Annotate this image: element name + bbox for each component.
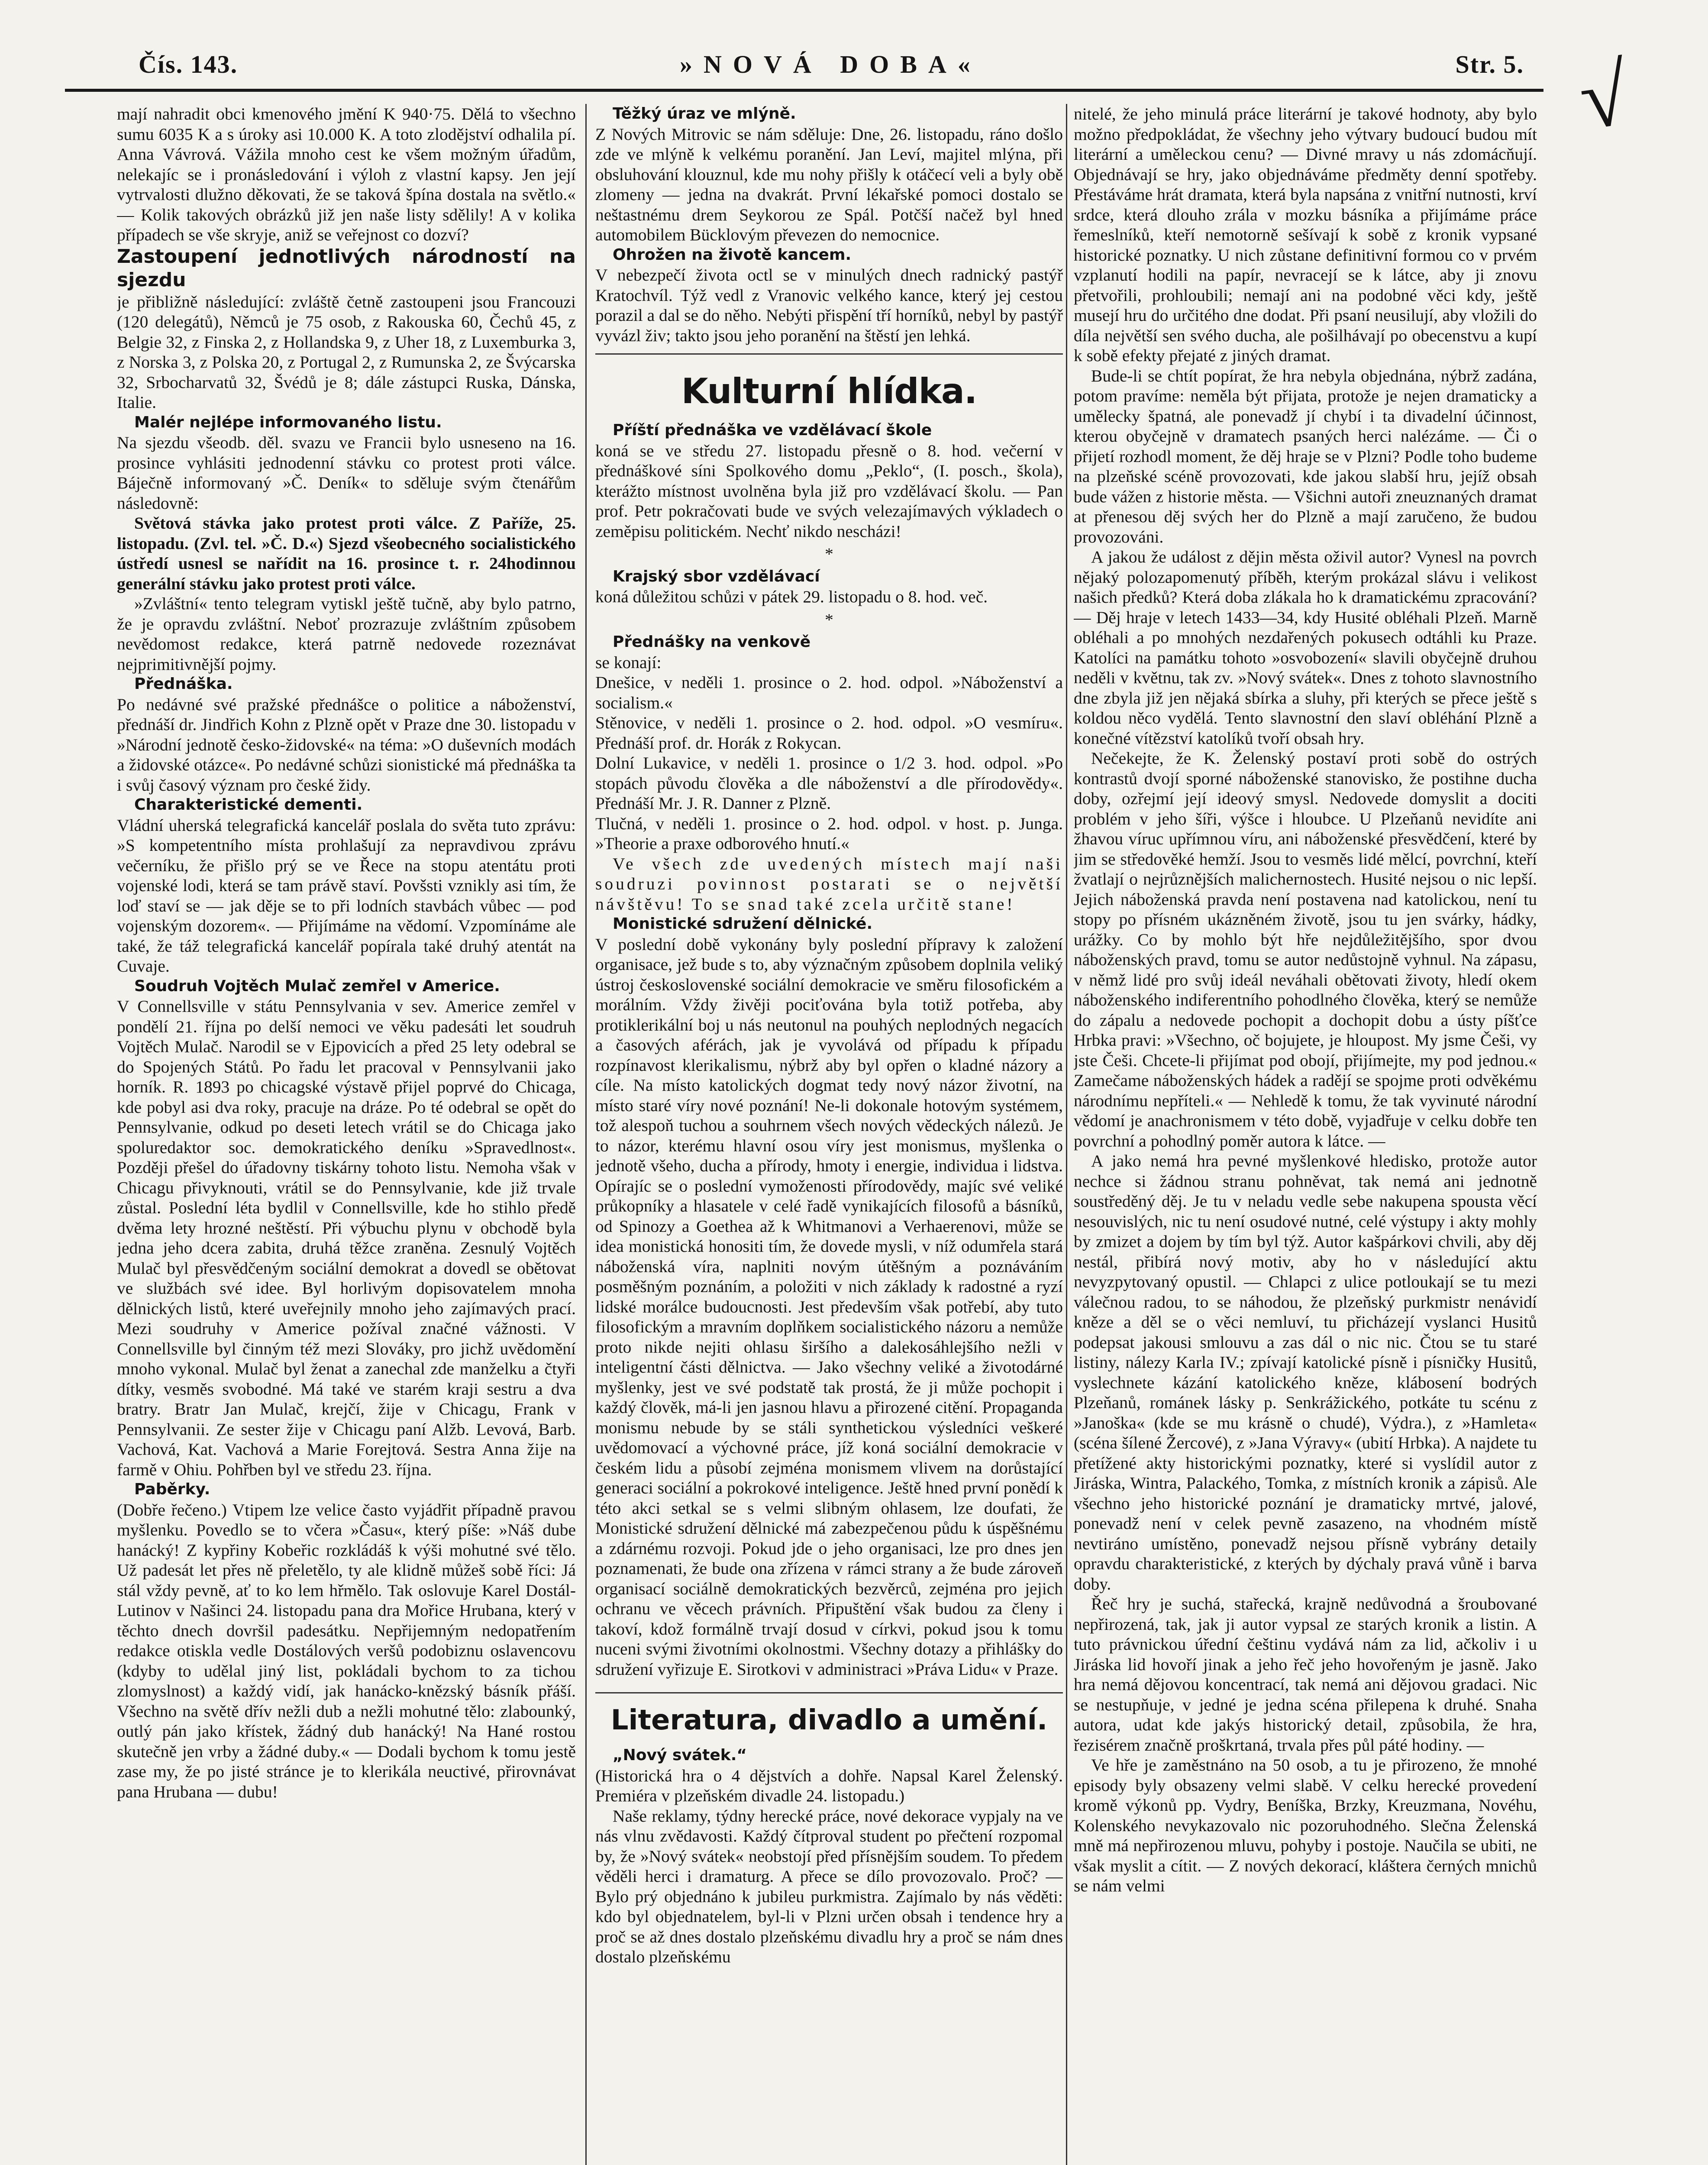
paragraph: se konají: [595,653,662,672]
paragraph: koná důležitou schůzi v pátek 29. listopadu o 8. hod. več. [595,587,988,606]
paragraph: A jako nemá hra pevné myšlenkové hledisko, protože autor nechce si žádnou stranu pohněvat, tak nemá ani jednotně soustředěný děj. Je tu v neladu vedle sebe nakupena spousta věcí nesouvislých, nic tu není osudové nutné, celé výstupy i akty mohly by zmizet a dojem by tím byl týž. Autor kašpárkovi chvili, aby děj nestál, přibírá nový motiv, aby ho v následující aktu nevyzpytovaný opustil. — Chlapci z ulice potloukají se tu mezi válečnou radou, to se náhodou, že plzeňský purkmistr nenávidí kněze a děl se o věci nemluví, tu přicházejí vyslanci Husitů podepsat jakousi smlouvu a zas dál o nic nic. Čtou se tu staré listiny, nálezy Karla IV.; zpívají katolické písně i písničky Husitů, vyslechnete kázání katolického kněze, klábosení bodrých Plzeňanů, románek lásky p. Senkrážického, potkáte tu scénu z »Janoška« (kde se mu krásně o chudé), Výdra.), z »Hamleta« (scéna šílené Žercové), z »Jana Výravy« (ubití Hrbka). A najdete tu přetížené akty historickými poznatky, které si vyslídil autor z Jiráska, Wintra, Palackého, Tomka, z místních kronik a zápisů. Ale všechno jeho historické poznání je dramaticky mrtvé, jalové, ponevadž není v celek pevně zasazeno, na vhodném místě nevtiráno umístěno, ponevadž nejsou přísně vybrány detaily opravdu charakteristické, z kterých by dýchaly pravá vůně i barva doby. [1074,1151,1537,1593]
article-heading: Charakteristické dementi. [134,796,363,814]
telegram-quote: Světová stávka jako protest proti válce. Z Paříže, 25. listopadu. (Zvl. tel. »Č. D.«) Sjezd všeobecného socialistického ústředí usnesl se nařídit na 16. prosince t. r. 24hodinnou generální stávku jako protest proti válce. [117,514,576,593]
article-heading: Monistické sdružení dělnické. [613,915,873,933]
article-heading: Ohrožen na životě kancem. [613,246,852,264]
column-2 [595,104,1063,2165]
page-number: Str. 5. [1455,50,1524,78]
lecture-item: Dolní Lukavice, v neděli 1. prosince o 1/2 3. hod. odpol. »Po stopách původu člověka a dle náboženství a dle přírodovědy«. Přednáší Mr. J. R. Danner z Plzně. [595,753,1063,813]
column-1 [117,104,576,2165]
paragraph: koná se ve středu 27. listopadu přesně o 8. hod. večerní v přednáškové síni Spolkového domu „Peklo“, (I. posch., škola), kterážto místnost uvolněna byla již pro vzdělávací školu. — Pan prof. Petr pokračovati bude ve svých velezajímavých výkladech o zeměpisu politickém. Nechť nikdo nescházi! [595,441,1063,541]
article-heading: Příští přednáška ve vzdělávací škole [613,421,932,439]
section-title: Kulturní hlídka. [681,371,977,411]
paragraph: (Dobře řečeno.) Vtipem lze velice často vyjádřit případně pravou myšlenku. Povedlo se to včera »Času«, který píše: »Náš dube hanácký! Z kypřiny Kobeřic rozkládáš k výši mohutné své tělo. Už padesát let přes ně přeletělo, ty ale klidně můžeš sobě říci: Já stál vždy pevně, ať to ko lem hřmělo. Tak oslovuje Karel Dostál-Lutinov v Našinci 24. listopadu pana dra Mořice Hrubana, který v těchto dnech dovršil padesátku. Nepřijemným nedopatřením redakce otiskla vedle Dostálových veršů podobiznu oslavencovu (kdyby to udělal jiný list, pokládali bychom to za tichou zlomyslnost) a každý vidí, jak hanácko-knězský básník přáší. Všechno na světě dřív nežli dub a nežli mohutné tělo: zlabounký, outlý pán jako křístek, žádný dub hanácký! Na Hané rostou skutečně jen vrby a žádné duby.« — Dodali bychom k tomu jestě zase my, že po jisté stránce je to klerikála neuctivé, přirovnávat pana Hrubana — dubu! [117,1500,576,1801]
paragraph: Nečekejte, že K. Želenský postaví proti sobě do ostrých kontrastů dvojí sporné náboženské stanovisko, že postihne ducha doby, ozřejmí její ideový smysl. Nedovede domyslit a dociti problém v jeho šíři, výšce i hloubce. U Plzeňanů nevidíte ani žhavou víruc upřímnou víru, ani náboženské přesvědčení, které by jim se středověké hemží. Jsou to vesměs lidé mělcí, povrchní, kteří žvatlají o nejrůznějších malichernostech. Husité nejsou o nic lepší. Jejich náboženská pravda není postavena nad katolickou, není tu stopy po přísném ukázněném životě, jsou tu jen svárky, hádky, urážky. Co by mohlo být hře nejdůležitějšího, spor dvou náboženských pravd, tomu se autor nedůstojně vyhnul. Na zápasu, v němž lidé pro svůj ideál neváhali obětovati životy, hledí okem náboženského indiferentního pohodlného člověka, který se nemůže do zápalu a nedovede pochopit a dochopit dobu a ústy píšťce Hrbka pravi: »Všechno, oč bojujete, je hloupost. My jsme Češi, vy jste Češi. Chcete-li přijímat pod obojí, přijímejte, my pod jednou.« Zamečame náboženských hádek a radějí se spojme proti odvěkému národnímu nepříteli.« — Nehledě k tomu, že tak vyvinuté národní vědomí je anachronismem v této době, vyjadřuje v celku dobře ten povrchní a pohodlný poměr autora k látce. — [1074,749,1537,1150]
paragraph: Na sjezdu všeodb. děl. svazu ve Francii bylo usneseno na 16. prosince vyhlásiti jednodenní stávku co protest proti válce. Báječně informovaný »Č. Deník« to sděluje svým čtenářům následovně: [117,433,576,513]
lecture-item: Tlučná, v neděli 1. prosince o 2. hod. odpol. v host. p. Junga. »Theorie a praxe odborového hnutí.« [595,814,1063,853]
article-heading: Přednášky na venkově [613,633,811,651]
paragraph: V Connellsville v státu Pennsylvania v sev. Americe zemřel v pondělí 21. října po delší nemoci ve věku padesáti let soudruh Vojtěch Mulač. Narodil se v Ejpovicích a před 25 lety odebral se do Spojených Států. Po řadu let pracoval v Pennsylvanii jako horník. R. 1893 po chicagské výstavě přijel poprvé do Chicaga, kde pobyl asi dva roky, pracuje na dráze. Po té odebral se opět do Pennsylvanie, odkud po deseti letech vrátil se do Chicaga jako spoluredaktor soc. demokratického deníku »Spravedlnost«. Později přešel do úřadovny tiskárny tohoto listu. Nemoha však v Chicagu přivyknouti, vrátil se do Pennsylvanie, kde již trvale zůstal. Poslední léta bydlil v Connellsville, kde ho stihlo předě dvěma lety hrozné neštěstí. Při výbuchu plynu v obchodě byla jedna jeho dcera zabita, druhá těžce zraněna. Zesnulý Vojtěch Mulač byl přesvědčeným sociální demokrat a dovedl se obětovat ve službách své idee. Byl horlivým dopisovatelem mnoha dělnických listů, které uveřejnily mnoho jeho zajímavých prací. Mezi soudruhy v Americe požíval značné vážnosti. V Connellsville byl činným též mezi Slováky, pro jichž uvědomění mnoho vykonal. Mulač byl ženat a zanechal zde manželku a čtyři dítky, vesměs svobodné. Má také ve starém kraji sestru a dva bratry. Bratr Jan Mulač, krejčí, žije v Chicagu, Frank v Pennsylvanii. Ze sester žije v Chicagu paní Alžb. Levová, Barb. Vachová, Kat. Vachová a Marie Forejtová. Sestra Anna žije na farmě v Ohiu. Pohřben byl ve středu 23. října. [117,997,576,1479]
column-divider [585,104,587,2165]
article-heading: Přednáška. [134,675,233,693]
paragraph: Vládní uherská telegrafická kancelář poslala do světa tuto zprávu: »S kompetentního místa prohlašují za nepravdivou zprávu večerníku, že přišlo prý se ve Řece na stopu atentátu proti vojenské lodi, která se tam právě staví. Povšsti vznikly asi tím, že loď staví se — jak děje se to při lodních stavbách vůbec — pod vojenským dozorem«. — Přijímáme na vědomí. Vzpomínáme ale také, že táž telegrafická kancelář popírala také druhý atentát na Cuvaje. [117,815,576,976]
newspaper-title: »NOVÁ DOBA« [680,50,982,78]
separator-star: * [825,544,833,563]
paragraph: »Zvláštní« tento telegram vytiskl ještě tučně, aby bylo patrno, že je opravdu zvláštní. Neboť prozrazuje zvláštním způsobem nevědomost redakce, která patrně nedovede rozeznávat nejprimitivnější pojmy. [117,594,576,674]
lecture-item: Stěnovice, v neděli 1. prosince o 2. hod. odpol. »O vesmíru«. Přednáší prof. dr. Horák z Rokycan. [595,713,1063,753]
paragraph: Ve všech zde uvedených místech mají naši soudruzi povinnost postarati se o největší návštěvu! To se snad také zcela určitě stane! [595,854,1063,914]
paragraph: nitelé, že jeho minulá práce literární je takové hodnoty, aby bylo možno předpokládat, že všechny jeho výtvary budoucí budou mít literární a uměleckou cenu? — Divné mravy u nás zdomácňují. Objednávají se hry, jako objednáváme předměty denní spotřeby. Přestáváme hrát dramata, která byla napsána z vnitřní nutnosti, krví srdce, která dlouho zrála v mozku básníka a přijímáme práce řemeslníků, kteří nemotorně sešívají k sobě z kronik vypsané historické poznatky. U nich zůstane definitivní formou co v prvém vzplanutí hodili na papír, nevracejí se k látce, aby ji znovu přetvořili, prohloubili; nemají ani na podobné věci kdy, ještě musejí hru do určitého dne dodat. Při psaní neusilují, aby vložili do díla největší sen svého ducha, ale pošilhávají po obecenstvu a kupí k sobě efekty přejaté z jiných dramat. [1074,104,1537,365]
handwritten-checkmark: √ [1574,46,1634,148]
page-header [65,50,1541,84]
article-heading: Těžký úraz ve mlýně. [613,105,796,123]
paragraph: V poslední době vykonány byly poslední přípravy k založení organisace, jež bude s to, aby význačným způsobem doplnila veliký ústroj československé sociální demokracie ve směru filosofickém a morálním. Vždy živěji pociťována byla totiž potřeba, aby protiklerikální boj u nás neutonul na pouhých neplodných negacích a časových aférách, jak je vyvolává od případu k případu rozpínavost klerikalismu, nýbrž aby byl opřen o kladné názory a cíle. Na místo katolických dogmat tedy nový názor životní, na místo staré víry nové poznání! Ne-li dokonale hotovým systémem, tož alespoň tuchou a souhrnem všech nových vědeckých nálezů. Je to názor, kterému hlavní osou víry jest monismus, myšlenka o jednotě všeho, ducha a přírody, hmoty i energie, individua i lidstva. Opírajíc se o poslední vymoženosti přírodovědy, majíc své veliké průkopníky a hlasatele v celé řadě vynikajících filosofů a básníků, od Spinozy a Goethea až k Whitmanovi a Verhaerenovi, může se idea monistická honositi tím, že dovede mysli, v níž odumřela stará náboženská víra, naplniti novým útěšným a poznáváním posměšným poznáním, a položiti v nich základy k radostné a ryzí lidské morálce budoucnosti. Jest především však potřebí, aby tuto filosofickým a mravním doplňkem socialistického názoru a nemůže proto nikde nejiti ohlasu širšího a dalekosáhlejšího nežli v inteligentní části dělnictva. — Jako všechny veliké a životodárné myšlenky, jest ve své podstatě tak prostá, že ji může pochopit i každý člověk, má-li jen jasnou hlavu a přirozené citění. Propaganda monismu nebude by se stáli synthetickou výsledníci veškeré uvědomovací a výchovné práce, jíž koná sociální demokracie v českém lidu a působí zejména monismem vlivem na dorůstající generaci sociální a pokrokové inteligence. Ještě hned první ponědí k této akci setkal se s velmi slibným ohlasem, lze doufati, že Monistické sdružení dělnické má zabezpečenou půdu k úspěšnému a zdárnému rozvoji. Pokud jde o jeho organisaci, lze pro dnes jen poznamenati, že bude ona zřízena v rámci strany a že bude zároveň organisací sociálně demokratických bezvěrců, zejména pro jejich ochranu ve věcech právních. Připuštění však budou za členy i takoví, kdož formálně trvají dosud v církvi, pokud jsou k tomu nuceni svými životními okolnostmi. Všechny dotazy a přihlášky do sdružení vyřizuje E. Sirotkovi v administraci »Práva Lidu« v Praze. [595,934,1063,1679]
paragraph: (Historická hra o 4 dějstvích a dohře. Napsal Karel Želenský. Premiéra v plzeňském divadle 24. listopadu.) [595,1766,1063,1805]
paragraph: Z Nových Mitrovic se nám sděluje: Dne, 26. listopadu, ráno došlo zde ve mlýně k velkému poranění. Jan Leví, majitel mlýna, při obsluhování klouznul, kde mu nohy přišly k otáčecí veli a byly obě zlomeny — jedna na dvakrát. První lékařské pomoci dostalo se neštastnému drem Seykorou ze Spál. Potčší načež byl hned automobilem Bücklovým převezen do nemocnice. [595,124,1063,244]
paragraph: Ve hře je zaměstnáno na 50 osob, a tu je přirozeno, že mnohé episody byly obsazeny velmi slabě. V celku herecké provedení kromě výkonů pp. Vydry, Beníška, Brzky, Kreuzmana, Novéhu, Kolenského nevykazovalo nic pozoruhodného. Slečna Želenská mně má nepřirozenou mluvu, pohyby i postoje. Naučila se ubiti, ne však myslit a cítit. — Z nových dekorací, kláštera černých mnichů se nám velmi [1074,1755,1537,1895]
paragraph: A jakou že událost z dějin města oživil autor? Vynesl na povrch nějaký polozapomenutý příběh, kterým prokázal slávu i velikost našich předků? Která doba zlákala ho k dramatickému zpracování? — Děj hraje v letech 1433—34, kdy Husité obléhali Plzeň. Marně obléhali a po mnohých nezdařených pokusech odtáhli ku Praze. Katolíci na památku tohoto »osvobození« slavili obyčejně druhou neděli v květnu, tak zv. »Nový svátek«. Dnes z tohoto slavnostního dne zbyla již jen nějaká sbírka a sluhy, při kterých se přece ještě s koldou něco vydělá. Tento slavnostní den slaví obléhání Plzně a konečné vítězství katolíků tvoří obsah hry. [1074,547,1537,748]
paragraph: Po nedávné své pražské přednášce o politice a náboženství, přednáší dr. Jindřich Kohn z Plzně opět v Praze dne 30. listopadu v »Národní jednotě česko-židovské« na téma: »O duševních modách a židovské otázce«. Po nedávné schůzi sionistické má přednáška ta i svůj časový význam pro české židy. [117,695,576,795]
issue-number: Čís. 143. [139,50,238,78]
section-title: Literatura, divadlo a umění. [595,1692,1063,1741]
article-heading: Soudruh Vojtěch Mulač zemřel v Americe. [134,977,500,995]
column-divider [1066,104,1067,2165]
paragraph: mají nahradit obci kmenového jmění K 940·75. Dělá to všechno sumu 6035 K a s úroky asi 10.000 K. A toto zlodějství odhalila pí. Anna Vávrová. Vážila mnoho cest ke všem možným úřadům, nelekajíc se i pronásledování i výloh z vlastní kapsy. Jen její vytrvalosti dlužno děkovati, že se taková špína dostala na světlo.« — Kolik takových obrázků již jen naše listy sdělily! A v kolika případech se vše skryje, aniž se veřejnost co dozví? [117,104,576,244]
paragraph: V nebezpečí života octl se v minulých dnech radnický pastýř Kratochvíl. Týž vedl z Vranovic velkého kance, který jej cestou porazil a dal se do něho. Nebýti přispění tří horníků, nebyl by pastýř vyvázl živ; takto jsou jeho poranění na štěstí jen lehká. [595,265,1063,345]
article-heading: Paběrky. [134,1480,210,1498]
header-rule [65,89,1543,92]
article-heading: Zastoupení jednotlivých národností na sjezdu [117,245,576,291]
paragraph: Naše reklamy, týdny herecké práce, nové dekorace vypjaly na ve nás vlnu zvědavosti. Každý čítproval student po přečtení rozpomal by, že »Nový svátek« neobstojí před přísnějším soudem. To předem věděli herci i dramaturg. A přece se dílo provozovalo. Proč? — Bylo prý objednáno k jubileu purkmistra. Zajímalo by nás věděti: kdo byl objednatelem, byl-li v Plzni určen obsah i tendence hry a proč se až dnes dostalo plzeňskému divadlu hry a proč se nám dnes dostalo plzeňskému [595,1806,1063,1966]
paragraph: Řeč hry je suchá, stařecká, krajně nedůvodná a šroubované nepřirozená, tak, jak ji autor vypsal ze starých kronik a listin. A tuto právnickou úřední češtinu vydává nám za lid, ačkoliv i u Jiráska lid hovoří jinak a jeho řeč jeho hovořeným je jasně. Jako hra nemá dějovou koncentrací, tak nemá ani dějovou gradaci. Nic se nestupňuje, v jedné je jedna scéna přilepena k druhé. Snaha autora, udat kde jakýs historický detail, způsobila, že hra, řezisérem značně proškrtaná, trvala přes půl páté hodiny. — [1074,1594,1537,1755]
paragraph: Bude-li se chtít popírat, že hra nebyla objednána, nýbrž zadána, potom pravíme: neměla být přijata, protože je nejen dramaticky a umělecky špatná, ale ponevadž jí chybí i ta divadelní účinnost, kterou obyčejně v dramatech psaných herci nalézáme. — Či o přijetí rozhodl moment, že děj hraje se v Plzni? Podle toho budeme na plzeňské scéně provozovati, kde jakou slabší hru, jejíž obsah bude vážen z historie města. — Všichni autoři zneuznaných dramat at přenesou děj svých her do Plzně a mají zaručeno, že budou provozováni. [1074,366,1537,546]
lecture-item: Dnešice, v neděli 1. prosince o 2. hod. odpol. »Náboženství a socialism.« [595,673,1063,712]
paragraph: je přibližně následující: zvláště četně zastoupeni jsou Francouzi (120 delegátů), Němců je 75 osob, z Rakouska 60, Čechů 45, z Belgie 32, z Finska 2, z Hollandska 9, z Uher 18, z Luxemburka 3, z Norska 3, z Polska 20, z Portugal 2, z Rumunska 2, ze Švýcarska 32, Srbocharvatů 32, Švédů je 8; dále zástupci Ruska, Dánska, Italie. [117,292,576,412]
separator-star: * [825,610,833,629]
divider [595,353,1063,355]
article-heading: Krajský sbor vzdělávací [613,567,820,585]
article-heading: „Nový svátek.“ [613,1746,747,1764]
article-heading: Malér nejlépe informovaného listu. [134,413,442,431]
column-3 [1074,104,1537,2165]
